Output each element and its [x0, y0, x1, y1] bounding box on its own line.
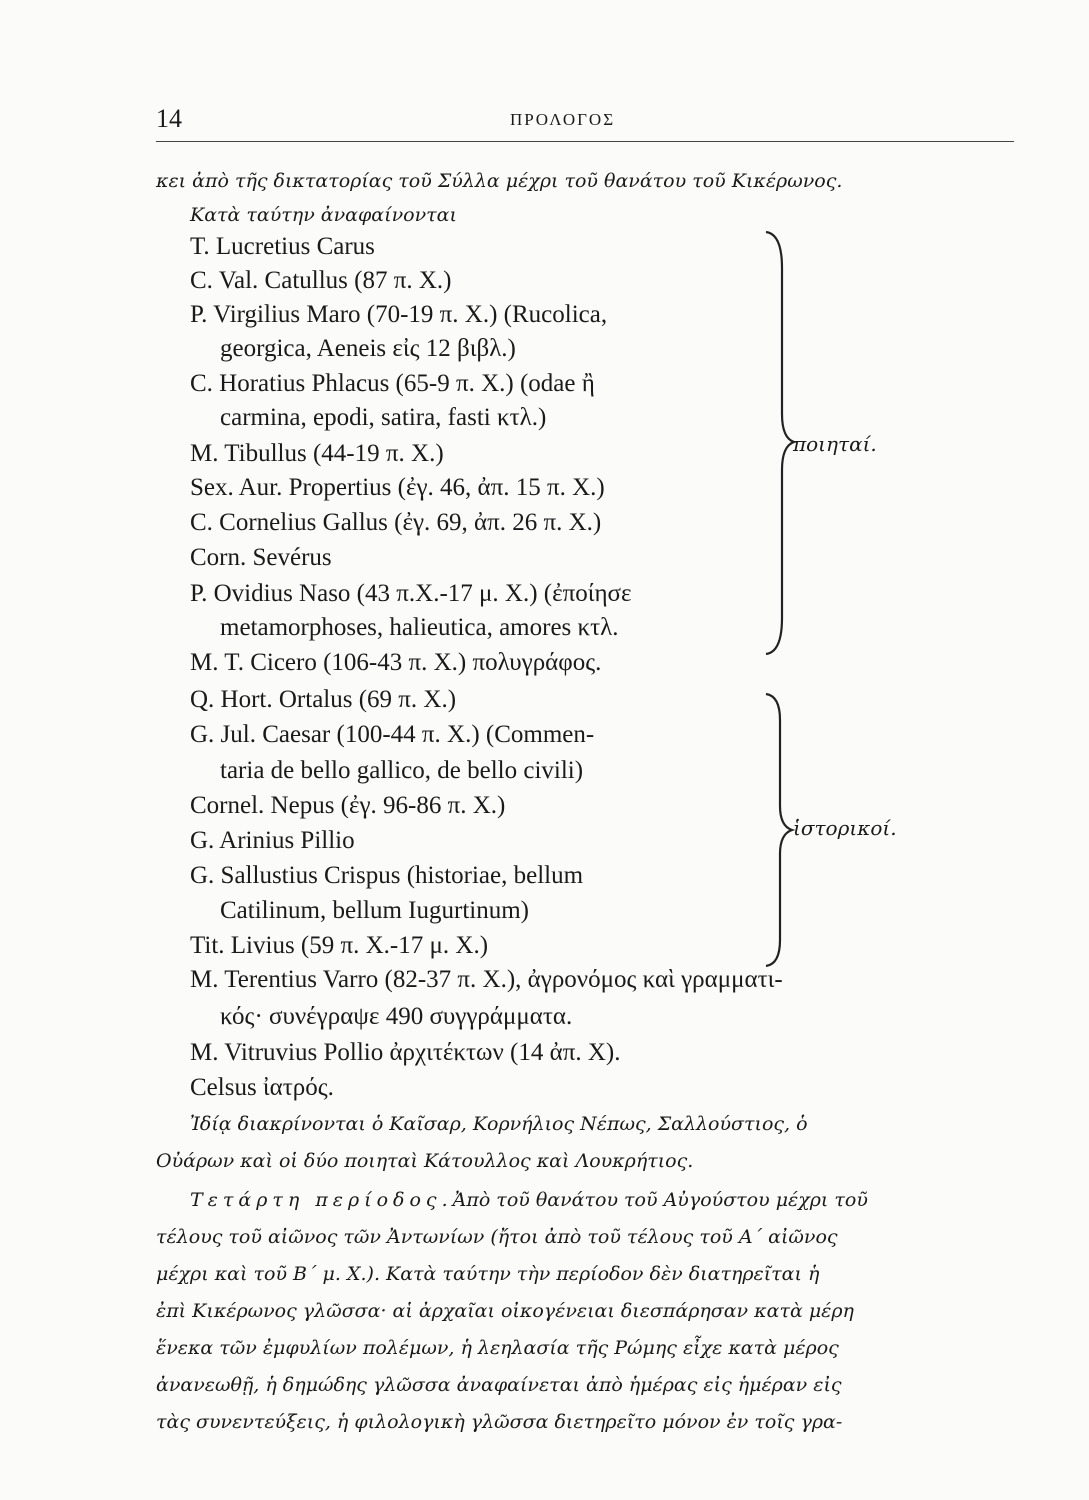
paragraph-2-first-text: Ἀπὸ τοῦ θανάτου τοῦ Αὐγούστου μέχρι τοῦ: [452, 1189, 868, 1211]
poets-label: ποιηταί.: [793, 432, 877, 456]
intro-line-2: Κατὰ ταύτην ἀναφαίνονται: [190, 204, 457, 226]
running-title: ΠΡΟΛΟΓΟΣ: [510, 110, 616, 129]
paragraph-2-line: ἕνεκα τῶν ἐμφυλίων πολέμων, ἡ λεηλασία τῆς Ρώμης εἶχε κατὰ μέρος: [156, 1337, 839, 1359]
poet-entry: M. Tibullus (44-19 π. X.): [190, 440, 444, 467]
paragraph-2-line: μέχρι καὶ τοῦ Β΄ μ. X.). Κατὰ ταύτην τὴν περίοδον δὲν διατηρεῖται ἡ: [156, 1263, 820, 1285]
historians-label: ἱστορικοί.: [793, 816, 897, 840]
period-heading: Τετάρτη περίοδος.: [190, 1189, 453, 1211]
historian-entry: Tit. Livius (59 π. X.-17 μ. X.): [190, 932, 489, 959]
paragraph-2-line: ἀνανεωθῇ, ἡ δημώδης γλῶσσα ἀναφαίνεται ἀπὸ ἡμέρας εἰς ἡμέραν εἰς: [156, 1374, 842, 1396]
historian-entry: Catilinum, bellum Iugurtinum): [220, 897, 529, 924]
intro-line-1: κει ἀπὸ τῆς δικτατορίας τοῦ Σύλλα μέχρι τοῦ θανάτου τοῦ Κικέρωνος.: [156, 170, 843, 192]
historian-entry: Q. Hort. Ortalus (69 π. X.): [190, 686, 457, 713]
vitruvius-entry: M. Vitruvius Pollio ἀρχιτέκτων (14 ἀπ. X).: [190, 1039, 621, 1066]
historian-entry: G. Jul. Caesar (100-44 π. X.) (Commen-: [190, 721, 595, 748]
paragraph-2-line: τὰς συνεντεύξεις, ἡ φιλολογικὴ γλῶσσα διετηρεῖτο μόνον ἐν τοῖς γρα-: [156, 1411, 843, 1433]
poet-entry: C. Val. Catullus (87 π. X.): [190, 267, 452, 294]
paragraph-2-line: ἐπὶ Κικέρωνος γλῶσσα· αἱ ἀρχαῖαι οἰκογένειαι διεσπάρησαν κατὰ μέρη: [156, 1300, 854, 1322]
poet-entry: P. Virgilius Maro (70-19 π. X.) (Rucolica,: [190, 301, 608, 328]
poet-entry: carmina, epodi, satira, fasti κτλ.): [220, 404, 547, 431]
varro-line-2: κός· συνέγραψε 490 συγγράμματα.: [220, 1003, 573, 1030]
celsus-entry: Celsus ἰατρός.: [190, 1074, 334, 1101]
varro-line-1: M. Terentius Varro (82-37 π. X.), ἀγρονόμος καὶ γραμματι-: [190, 966, 783, 993]
poet-entry: Corn. Sevérus: [190, 544, 332, 571]
poet-entry: Sex. Aur. Propertius (ἐγ. 46, ἀπ. 15 π. X.): [190, 474, 605, 501]
paragraph-2-line: τέλους τοῦ αἰῶνος τῶν Ἀντωνίων (ἤτοι ἀπὸ τοῦ τέλους τοῦ Α΄ αἰῶνος: [156, 1226, 838, 1248]
poet-entry: georgica, Aeneis εἰς 12 βιβλ.): [220, 335, 516, 362]
poet-entry: C. Horatius Phlacus (65-9 π. X.) (odae ἢ: [190, 370, 595, 397]
cicero-entry: M. T. Cicero (106-43 π. X.) πολυγράφος.: [190, 649, 602, 676]
header-rule: [156, 141, 1014, 142]
historian-entry: Cornel. Nepus (ἐγ. 96-86 π. X.): [190, 792, 506, 819]
poet-entry: C. Cornelius Gallus (ἐγ. 69, ἀπ. 26 π. X.): [190, 509, 602, 536]
poet-entry: metamorphoses, halieutica, amores κτλ.: [220, 614, 619, 641]
paragraph-1-line: Ἰδίᾳ διακρίνονται ὁ Καῖσαρ, Κορνήλιος Νέπως, Σαλλούστιος, ὁ: [190, 1113, 808, 1135]
page-number: 14: [156, 104, 182, 133]
historian-entry: taria de bello gallico, de bello civili): [220, 757, 584, 784]
historian-entry: G. Arinius Pillio: [190, 827, 355, 854]
historian-entry: G. Sallustius Crispus (historiae, bellum: [190, 862, 584, 889]
paragraph-2-first-line: [190, 1189, 868, 1211]
poet-entry: P. Ovidius Naso (43 π.X.-17 μ. X.) (ἐποίησε: [190, 580, 632, 607]
paragraph-1-line: Οὐάρων καὶ οἱ δύο ποιηταὶ Κάτουλλος καὶ Λουκρήτιος.: [156, 1150, 694, 1172]
poet-entry: T. Lucretius Carus: [190, 233, 375, 260]
